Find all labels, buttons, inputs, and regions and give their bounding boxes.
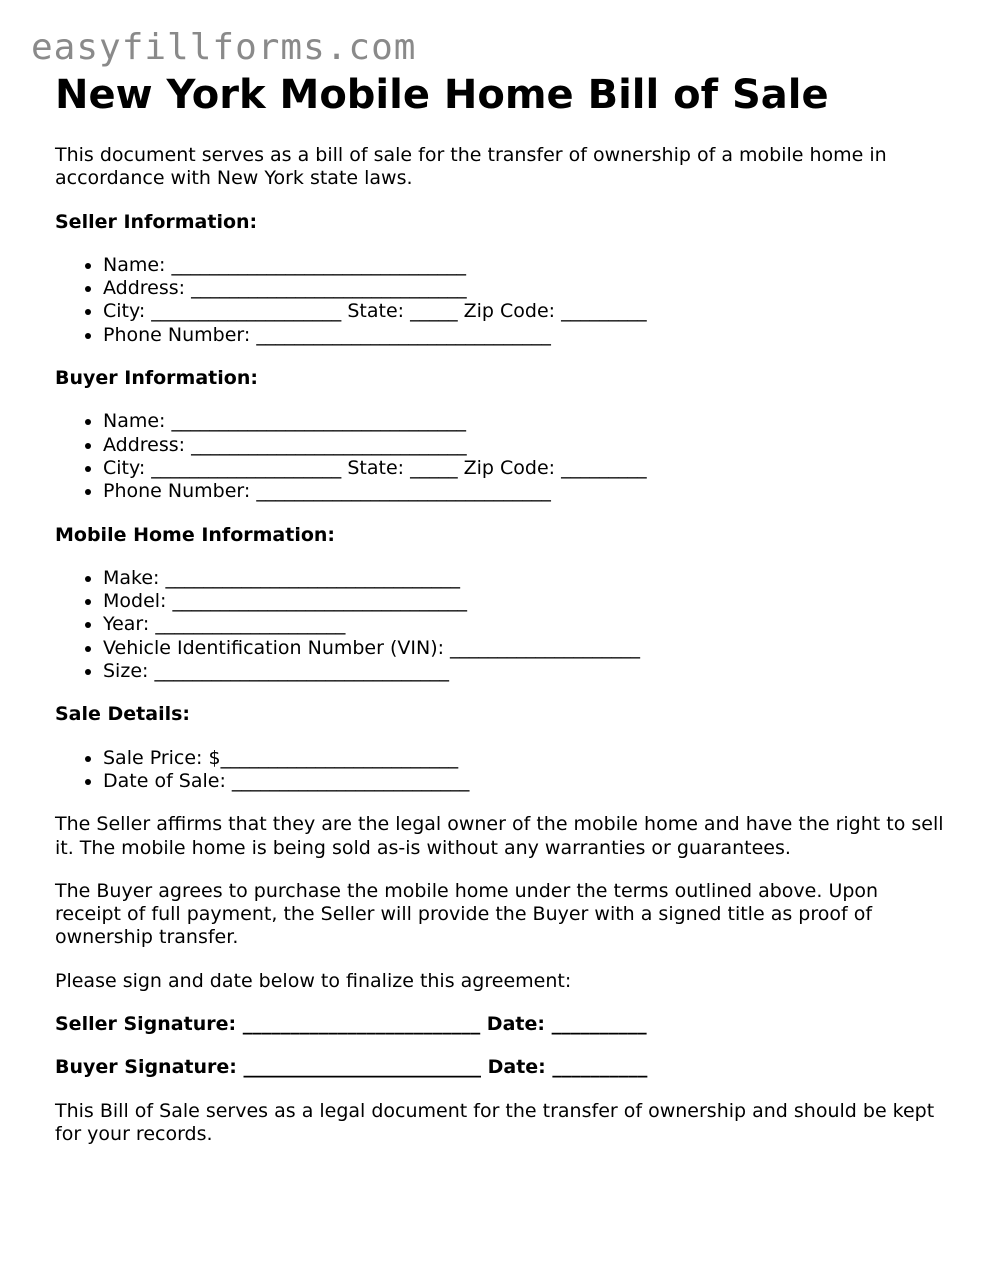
affirmation-paragraph: The Seller affirms that they are the legal owner of the mobile home and have the right to sell it. The mobile home is being sold as-is without any warranties or guarantees. [55, 813, 944, 859]
page-title: New York Mobile Home Bill of Sale [55, 72, 829, 118]
home-make-field[interactable]: • Make: _______________________________ [103, 567, 945, 590]
watermark: easyfillforms.com [31, 27, 417, 68]
sale-heading: Sale Details: [55, 703, 191, 726]
seller-fields [55, 254, 945, 347]
home-vin-field[interactable]: • Vehicle Identification Number (VIN): ____________________ [103, 637, 945, 660]
buyer-city-state-zip-field[interactable]: • City: ____________________ State: _____ Zip Code: _________ [103, 457, 945, 480]
buyer-address-field[interactable]: • Address: _____________________________ [103, 434, 945, 457]
sale-fields [55, 747, 945, 794]
seller-heading: Seller Information: [55, 210, 258, 233]
home-year-field[interactable]: • Year: ____________________ [103, 613, 945, 636]
buyer-name-field[interactable]: • Name: _______________________________ [103, 410, 945, 433]
seller-phone-field[interactable]: • Phone Number: _______________________________ [103, 324, 945, 347]
seller-city-state-zip-field[interactable]: • City: ____________________ State: _____ Zip Code: _________ [103, 300, 945, 323]
agreement-paragraph: The Buyer agrees to purchase the mobile home under the terms outlined above. Upon receipt of full payment, the Seller will provide the Buyer with a signed title as proof of ownership transfer. [55, 879, 879, 949]
buyer-phone-field[interactable]: • Phone Number: _______________________________ [103, 480, 945, 503]
buyer-fields [55, 410, 945, 503]
document-body [55, 72, 945, 1146]
sale-price-field[interactable]: • Sale Price: $_________________________ [103, 747, 945, 770]
buyer-signature-line[interactable]: Buyer Signature: _________________________ Date: __________ [55, 1056, 648, 1079]
sale-date-field[interactable]: • Date of Sale: _________________________ [103, 770, 945, 793]
intro-paragraph: This document serves as a bill of sale for the transfer of ownership of a mobile home in accordance with New York state laws. [55, 144, 887, 190]
buyer-heading: Buyer Information: [55, 367, 258, 390]
home-fields [55, 567, 945, 683]
sign-prompt: Please sign and date below to finalize this agreement: [55, 969, 572, 992]
seller-signature-line[interactable]: Seller Signature: _________________________ Date: __________ [55, 1013, 647, 1036]
home-size-field[interactable]: • Size: _______________________________ [103, 660, 945, 683]
home-heading: Mobile Home Information: [55, 523, 336, 546]
seller-name-field[interactable]: • Name: _______________________________ [103, 254, 945, 277]
home-model-field[interactable]: • Model: _______________________________ [103, 590, 945, 613]
closing-paragraph: This Bill of Sale serves as a legal document for the transfer of ownership and should be kept for your records. [55, 1099, 935, 1145]
seller-address-field[interactable]: • Address: _____________________________ [103, 277, 945, 300]
